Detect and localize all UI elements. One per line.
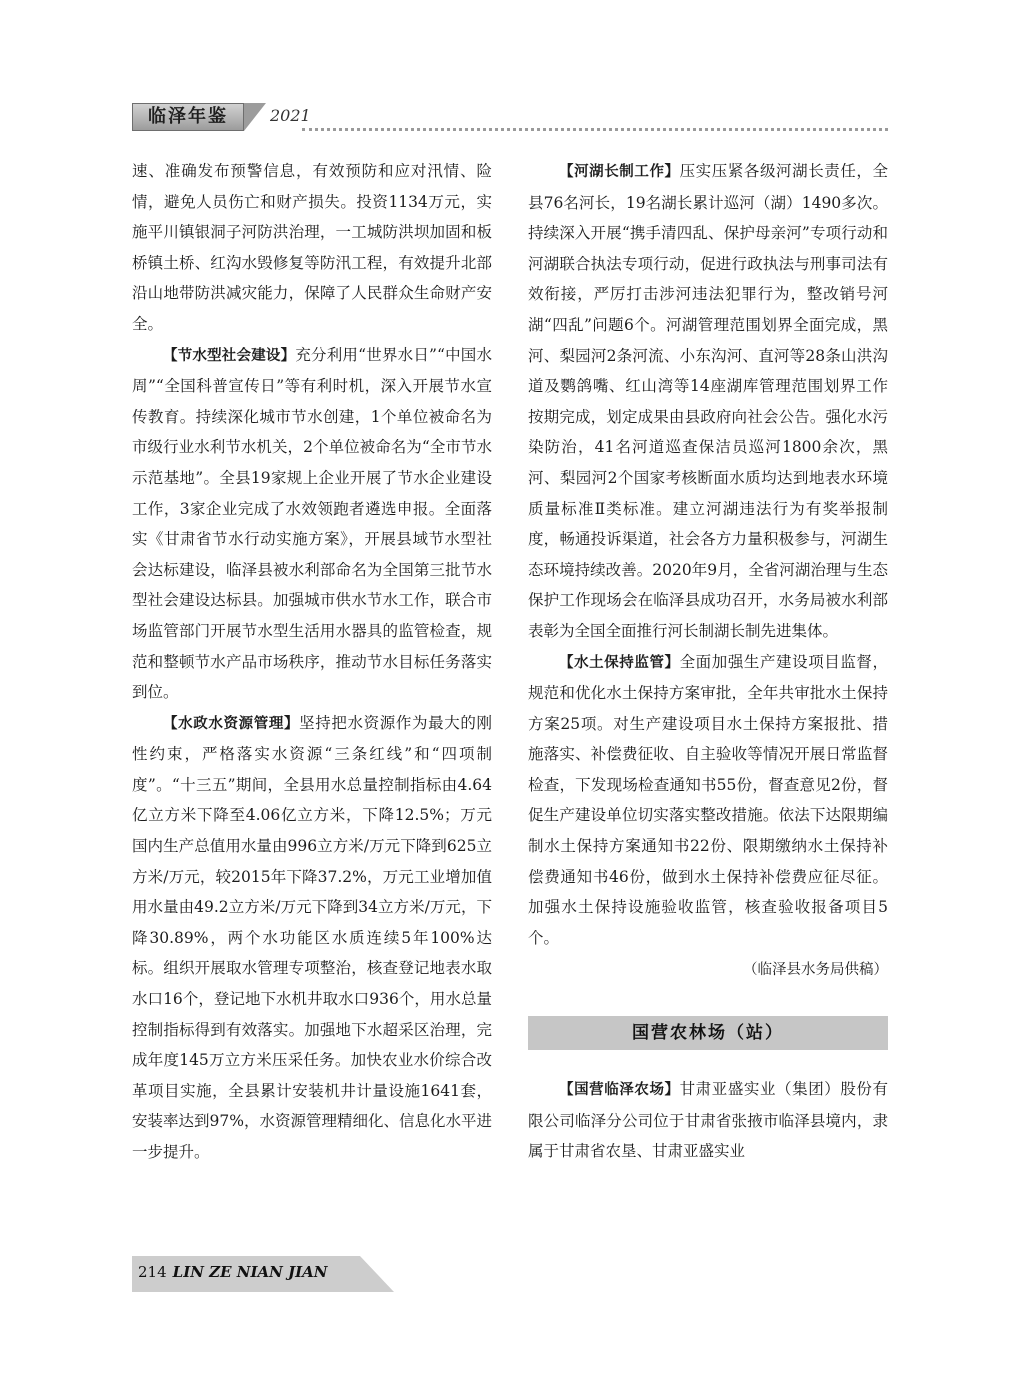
water-saving-paragraph: [132, 340, 492, 708]
water-saving-heading: 【节水型社会建设】: [163, 347, 296, 364]
river-chief-text: 压实压紧各级河湖长责任，全县76名河长，19名湖长累计巡河（湖）1490多次。持续深入开展“携手清四乱、保护母亲河”专项行动和河湖联合执法专项行动，促进行政执法与刑事司法有效衔接，严厉打击涉河违法犯罪行为，整改销号河湖“四乱”问题6个。河湖管理范围划界全面完成，黑河、梨园河2条河流、小东沟河、直河等28条山洪沟道及鹦鸽嘴、红山湾等14座湖库管理范围划界工作按期完成，划定成果由县政府向社会公告。强化水污染防治，41名河道巡查保洁员巡河1800余次，黑河、梨园河2个国家考核断面水质均达到地表水环境质量标准Ⅱ类标准。建立河湖违法行为有奖举报制度，畅通投诉渠道，社会各方力量积极参与，河湖生态环境持续改善。2020年9月，全省河湖治理与生态保护工作现场会在临泽县成功召开，水务局被水利部表彰为全国全面推行河长制湖长制先进集体。: [528, 162, 888, 640]
section-spacer: [528, 1050, 888, 1074]
soil-conservation-heading: 【水土保持监管】: [559, 654, 680, 671]
water-saving-text: 充分利用“世界水日”“中国水周”“全国科普宣传日”等有利时机，深入开展节水宣传教育。持续深化城市节水创建，1个单位被命名为市级行业水利节水机关，2个单位被命名为“全市节水示范基地”。全县19家规上企业开展了节水企业建设工作，3家企业完成了水效领跑者遴选申报。全面落实《甘肃省节水行动实施方案》，开展县域节水型社会达标建设，临泽县被水利部命名为全国第三批节水型社会建设达标县。加强城市供水节水工作，联合市场监管部门开展节水型生活用水器具的监管检查，规范和整顿节水产品市场秩序，推动节水目标任务落实到位。: [132, 345, 492, 702]
water-resources-heading: 【水政水资源管理】: [163, 715, 300, 732]
header-dotted-rule: [302, 128, 888, 131]
section-title-bar: 国营农林场（站）: [528, 1016, 888, 1050]
page-footer: [132, 1256, 394, 1292]
brand-badge-tab: [244, 103, 266, 131]
flood-control-paragraph: 速、准确发布预警信息，有效预防和应对汛情、险情，避免人员伤亡和财产损失。投资1134万元，实施平川镇银洞子河防洪治理，一工城防洪坝加固和板桥镇土桥、红沟水毁修复等防汛工程，有效提升北部沿山地带防洪减灾能力，保障了人民群众生命财产安全。: [132, 162, 492, 333]
river-chief-heading: 【河湖长制工作】: [559, 164, 680, 180]
footer-text: [138, 1263, 328, 1281]
soil-conservation-text: 全面加强生产建设项目监督，规范和优化水土保持方案审批，全年共审批水土保持方案25项。对生产建设项目水土保持方案报批、措施落实、补偿费征收、自主验收等情况开展日常监督检查，下发现场检查通知书55份，督查意见2份，督促生产建设单位切实落实整改措施。依法下达限期编制水土保持方案通知书22份、限期缴纳水土保持补偿费通知书46份，做到水土保持补偿费应征尽征。加强水土保持设施验收监管，核查验收报备项目5个。: [528, 652, 888, 947]
yearbook-brand-badge: 临泽年鉴: [132, 103, 244, 131]
left-column: [132, 156, 492, 1168]
right-column: [528, 156, 888, 1167]
state-farm-paragraph: [528, 1074, 888, 1167]
state-farm-text: 甘肃亚盛实业（集团）股份有限公司临泽分公司位于甘肃省张掖市临泽县境内，隶属于甘肃省农垦、甘肃亚盛实业: [528, 1080, 888, 1161]
source-credit: （临泽县水务局供稿）: [743, 962, 888, 979]
river-chief-paragraph: [528, 156, 888, 647]
page-number: 214: [138, 1263, 167, 1281]
water-resources-paragraph: [132, 708, 492, 1168]
footer-band-tip: [360, 1256, 394, 1292]
soil-conservation-paragraph: [528, 647, 888, 954]
page-header: [132, 100, 888, 136]
publication-name: LIN ZE NIAN JIAN: [172, 1263, 328, 1281]
yearbook-year: 2021: [270, 106, 311, 125]
water-resources-text: 坚持把水资源作为最大的刚性约束，严格落实水资源“三条红线”和“四项制度”。“十三五”期间，全县用水总量控制指标由4.64亿立方米下降至4.06亿立方米，下降12.5%；万元国内生产总值用水量由996立方米/万元下降到625立方米/万元，较2015年下降37.2%，万元工业增加值用水量由49.2立方米/万元下降到34立方米/万元，下降30.89%，两个水功能区水质连续5年100%达标。组织开展取水管理专项整治，核查登记地表水取水口16个，登记地下水机井取水口936个，用水总量控制指标得到有效落实。加强地下水超采区治理，完成年度145万立方米压采任务。加快农业水价综合改革项目实施，全县累计安装机井计量设施1641套，安装率达到97%，水资源管理精细化、信息化水平进一步提升。: [132, 713, 492, 1161]
state-farm-heading: 【国营临泽农场】: [559, 1082, 680, 1099]
